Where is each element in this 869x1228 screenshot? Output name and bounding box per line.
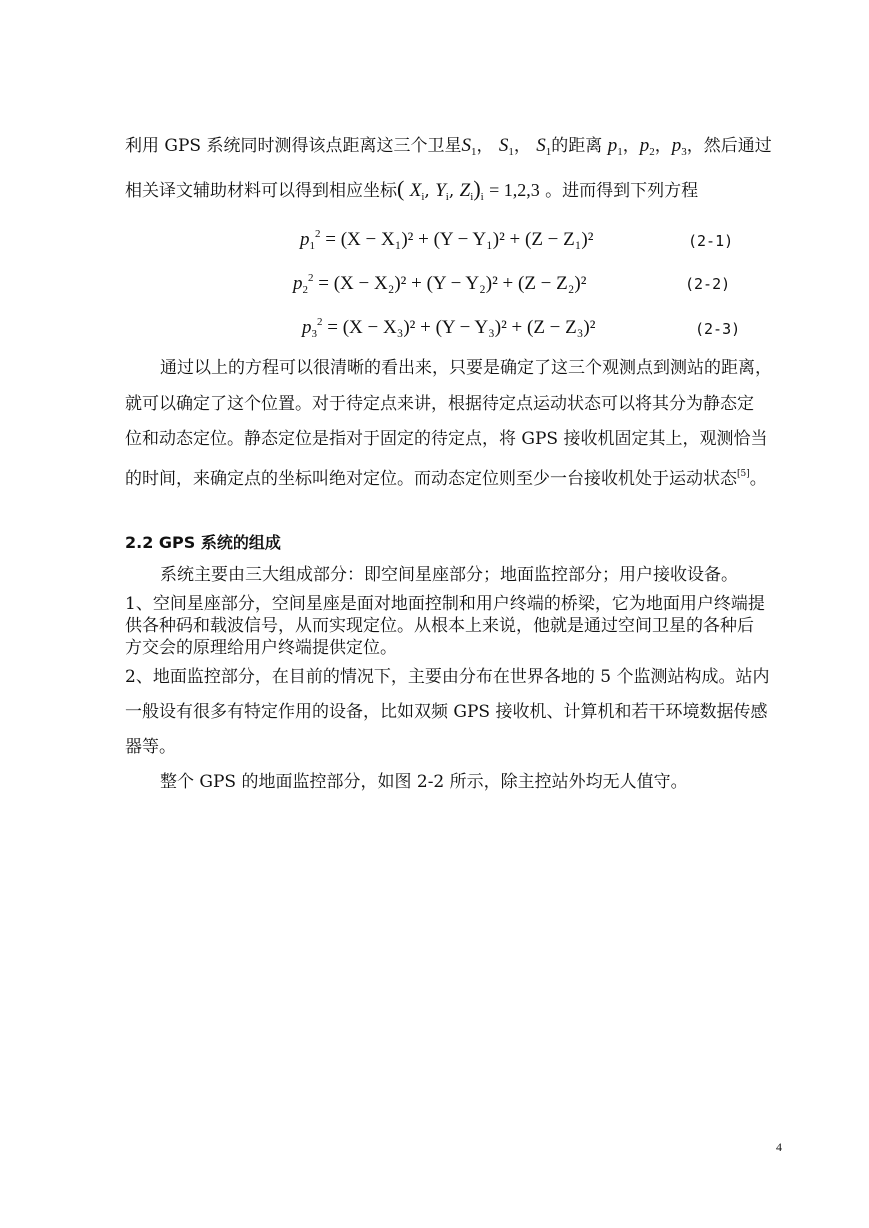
para1-line2: 相关译文辅助材料可以得到相应坐标( $X_i$, $Y_i$, $Z_i)_i = 1,2,3$ 。进而得到下列方程 bbox=[125, 176, 699, 203]
para2-line: 就可以确定了这个位置。对于待定点来讲，根据待定点运动状态可以将其分为静态定 bbox=[125, 394, 754, 414]
item2-line: 器等。 bbox=[125, 737, 176, 757]
item1-line: 方交会的原理给用户终端提供定位。 bbox=[125, 638, 397, 658]
para4: 整个 GPS 的地面监控部分，如图 2-2 所示，除主控站外均无人值守。 bbox=[160, 772, 688, 792]
symbol-Xi: $X_i$ bbox=[409, 180, 425, 203]
text: ，然后通过 bbox=[686, 136, 772, 156]
symbol-S1b: $S_1$ bbox=[498, 135, 514, 158]
text: 相关译文辅助材料可以得到相应坐标 bbox=[125, 181, 397, 201]
item2-line: 2、地面监控部分，在目前的情况下，主要由分布在世界各地的 5 个监测站构成。站内 bbox=[125, 667, 770, 687]
text: 。进而得到下列方程 bbox=[545, 181, 699, 201]
equation-number: (2-1) bbox=[688, 232, 734, 250]
equation-2-1: $p_1^2 = (X - X_1)^2 + (Y - Y_1)^2 + (Z - Z_1)^2$ bbox=[300, 228, 594, 252]
equation-2-2: $p_2^2 = (X - X_2)^2 + (Y - Y_2)^2 + (Z - Z_2)^2$ bbox=[293, 272, 587, 296]
page-number: 4 bbox=[776, 1140, 782, 1154]
symbol-p1: $p_1$ bbox=[607, 135, 623, 158]
citation: [5] bbox=[737, 469, 750, 479]
index-range: = 1,2,3 bbox=[489, 180, 540, 200]
symbol-S1: $S_1$ bbox=[461, 135, 477, 158]
symbol-S1c: $S_1$ bbox=[536, 135, 552, 158]
para3: 系统主要由三大组成部分：即空间星座部分；地面监控部分；用户接收设备。 bbox=[160, 565, 738, 585]
symbol-p3: $p_3$ bbox=[671, 135, 687, 158]
equation-number: (2-3) bbox=[695, 320, 741, 338]
symbol-Yi: $Y_i$ bbox=[435, 180, 449, 203]
symbol-p2: $p_2$ bbox=[639, 135, 655, 158]
item2-line: 一般设有很多有特定作用的设备，比如双频 GPS 接收机、计算机和若干环境数据传感 bbox=[125, 702, 768, 722]
para1-line1: 利用 GPS 系统同时测得该点距离这三个卫星$S_1$， $S_1$， $S_1$的距离 $p_1$，$p_2$，$p_3$，然后通过 bbox=[125, 135, 772, 158]
equation-2-3: $p_3^2 = (X - X_3)^2 + (Y - Y_3)^2 + (Z - Z_3)^2$ bbox=[302, 316, 596, 340]
item1-line: 1、空间星座部分，空间星座是面对地面控制和用户终端的桥梁，它为地面用户终端提 bbox=[125, 594, 765, 614]
text: 的距离 bbox=[551, 136, 603, 156]
item1-line: 供各种码和载波信号，从而实现定位。从根本上来说，他就是通过空间卫星的各种后 bbox=[125, 616, 754, 636]
symbol-Zi: $Z_i$ bbox=[459, 180, 474, 203]
equation-number: (2-2) bbox=[685, 275, 731, 293]
section-heading: 2.2 GPS 系统的组成 bbox=[125, 533, 281, 552]
para2-line: 通过以上的方程可以很清晰的看出来，只要是确定了这三个观测点到测站的距离， bbox=[160, 358, 772, 378]
text: 利用 GPS 系统同时测得该点距离这三个卫星 bbox=[125, 136, 462, 156]
para2-line: 位和动态定位。静态定位是指对于固定的待定点，将 GPS 接收机固定其上，观测恰当 bbox=[125, 429, 768, 449]
para2-line-last: 的时间，来确定点的坐标叫绝对定位。而动态定位则至少一台接收机处于运动状态[5]。 bbox=[125, 469, 767, 489]
